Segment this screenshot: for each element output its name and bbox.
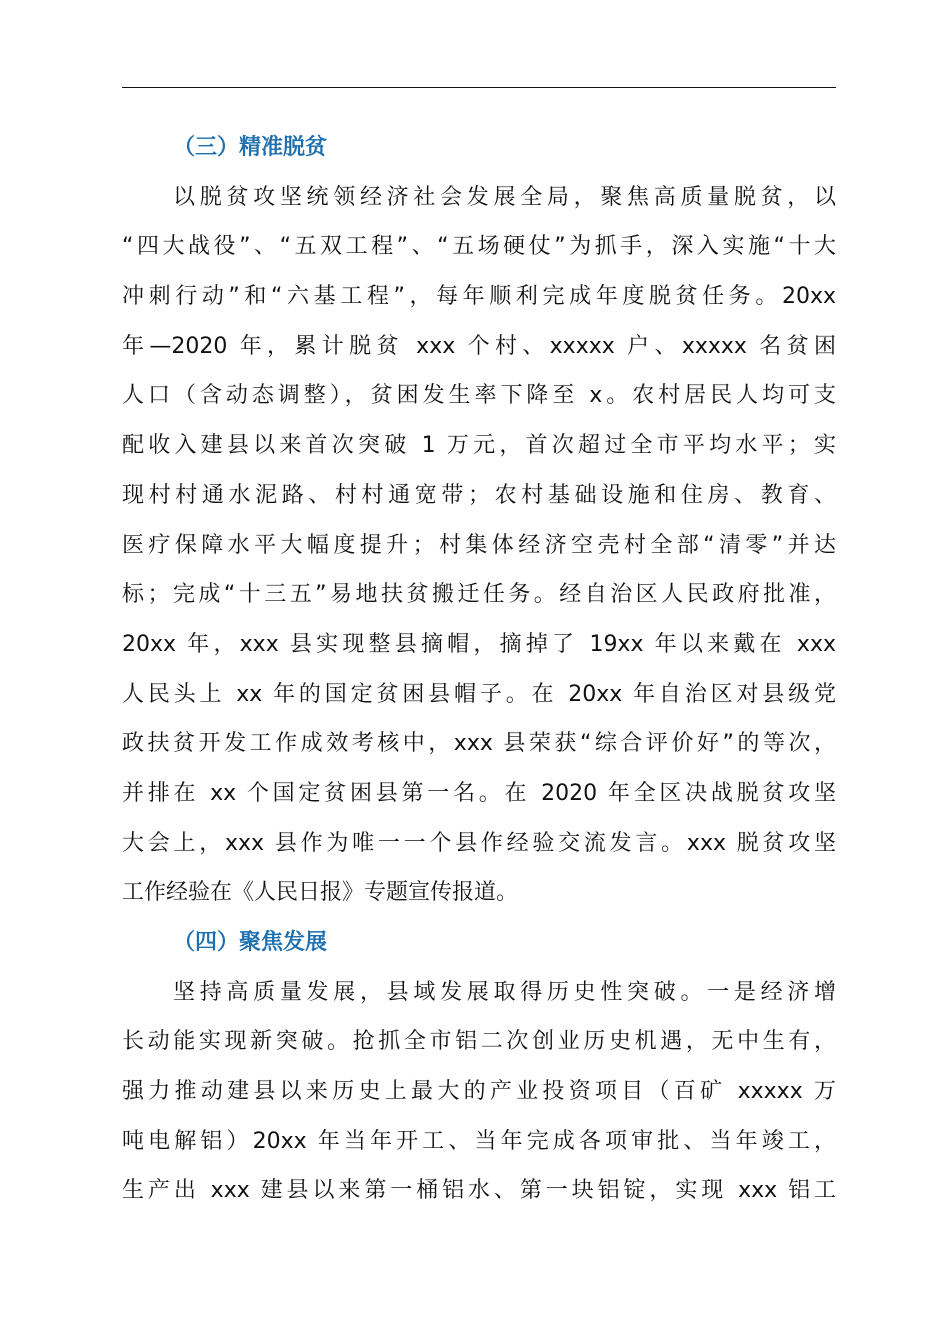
paragraph-line: 政扶贫开发工作成效考核中，xxx 县荣获“综合评价好”的等次， (122, 731, 836, 757)
paragraph-precision-poverty (122, 173, 836, 918)
paragraph-line: 大会上，xxx 县作为唯一一个县作经验交流发言。xxx 脱贫攻坚 (122, 830, 836, 856)
header-rule (122, 87, 836, 88)
paragraph-line: 吨电解铝）20xx 年当年开工、当年完成各项审批、当年竣工， (122, 1128, 836, 1154)
paragraph-line: 长动能实现新突破。抢抓全市铝二次创业历史机遇，无中生有， (122, 1029, 836, 1055)
section-heading-focus-development: （四）聚焦发展 (173, 930, 328, 955)
paragraph-focus-development (122, 968, 836, 1216)
paragraph-line: 现村村通水泥路、村村通宽带；农村基础设施和住房、教育、 (122, 482, 836, 508)
paragraph-line: 强力推动建县以来历史上最大的产业投资项目（百矿 xxxxx 万 (122, 1079, 836, 1105)
paragraph-line: 医疗保障水平大幅度提升；村集体经济空壳村全部“清零”并达 (122, 532, 836, 558)
paragraph-line: 坚持高质量发展，县域发展取得历史性突破。一是经济增 (173, 979, 836, 1005)
paragraph-line: 配收入建县以来首次突破 1 万元，首次超过全市平均水平；实 (122, 433, 836, 459)
paragraph-line: 冲刺行动”和“六基工程”，每年顺利完成年度脱贫任务。20xx (122, 284, 836, 310)
paragraph-line: 并排在 xx 个国定贫困县第一名。在 2020 年全区决战脱贫攻坚 (122, 780, 836, 806)
paragraph-line: 年—2020 年，累计脱贫 xxx 个村、xxxxx 户、xxxxx 名贫困 (122, 333, 836, 359)
paragraph-line: 20xx 年，xxx 县实现整县摘帽，摘掉了 19xx 年以来戴在 xxx (122, 631, 836, 657)
paragraph-line: 人口（含动态调整），贫困发生率下降至 x。农村居民人均可支 (122, 383, 836, 409)
paragraph-line: 人民头上 xx 年的国定贫困县帽子。在 20xx 年自治区对县级党 (122, 681, 836, 707)
paragraph-line: 以脱贫攻坚统领经济社会发展全局，聚焦高质量脱贫，以 (173, 184, 836, 210)
section-heading-precision-poverty: （三）精准脱贫 (173, 135, 328, 160)
paragraph-line: 生产出 xxx 建县以来第一桶铝水、第一块铝锭，实现 xxx 铝工 (122, 1178, 836, 1204)
document-body (122, 123, 836, 1216)
paragraph-line: “四大战役”、“五双工程”、“五场硬仗”为抓手，深入实施“十大 (122, 234, 836, 260)
paragraph-line: 标；完成“十三五”易地扶贫搬迁任务。经自治区人民政府批准， (122, 582, 836, 608)
paragraph-line: 工作经验在《人民日报》专题宣传报道。 (122, 880, 519, 906)
